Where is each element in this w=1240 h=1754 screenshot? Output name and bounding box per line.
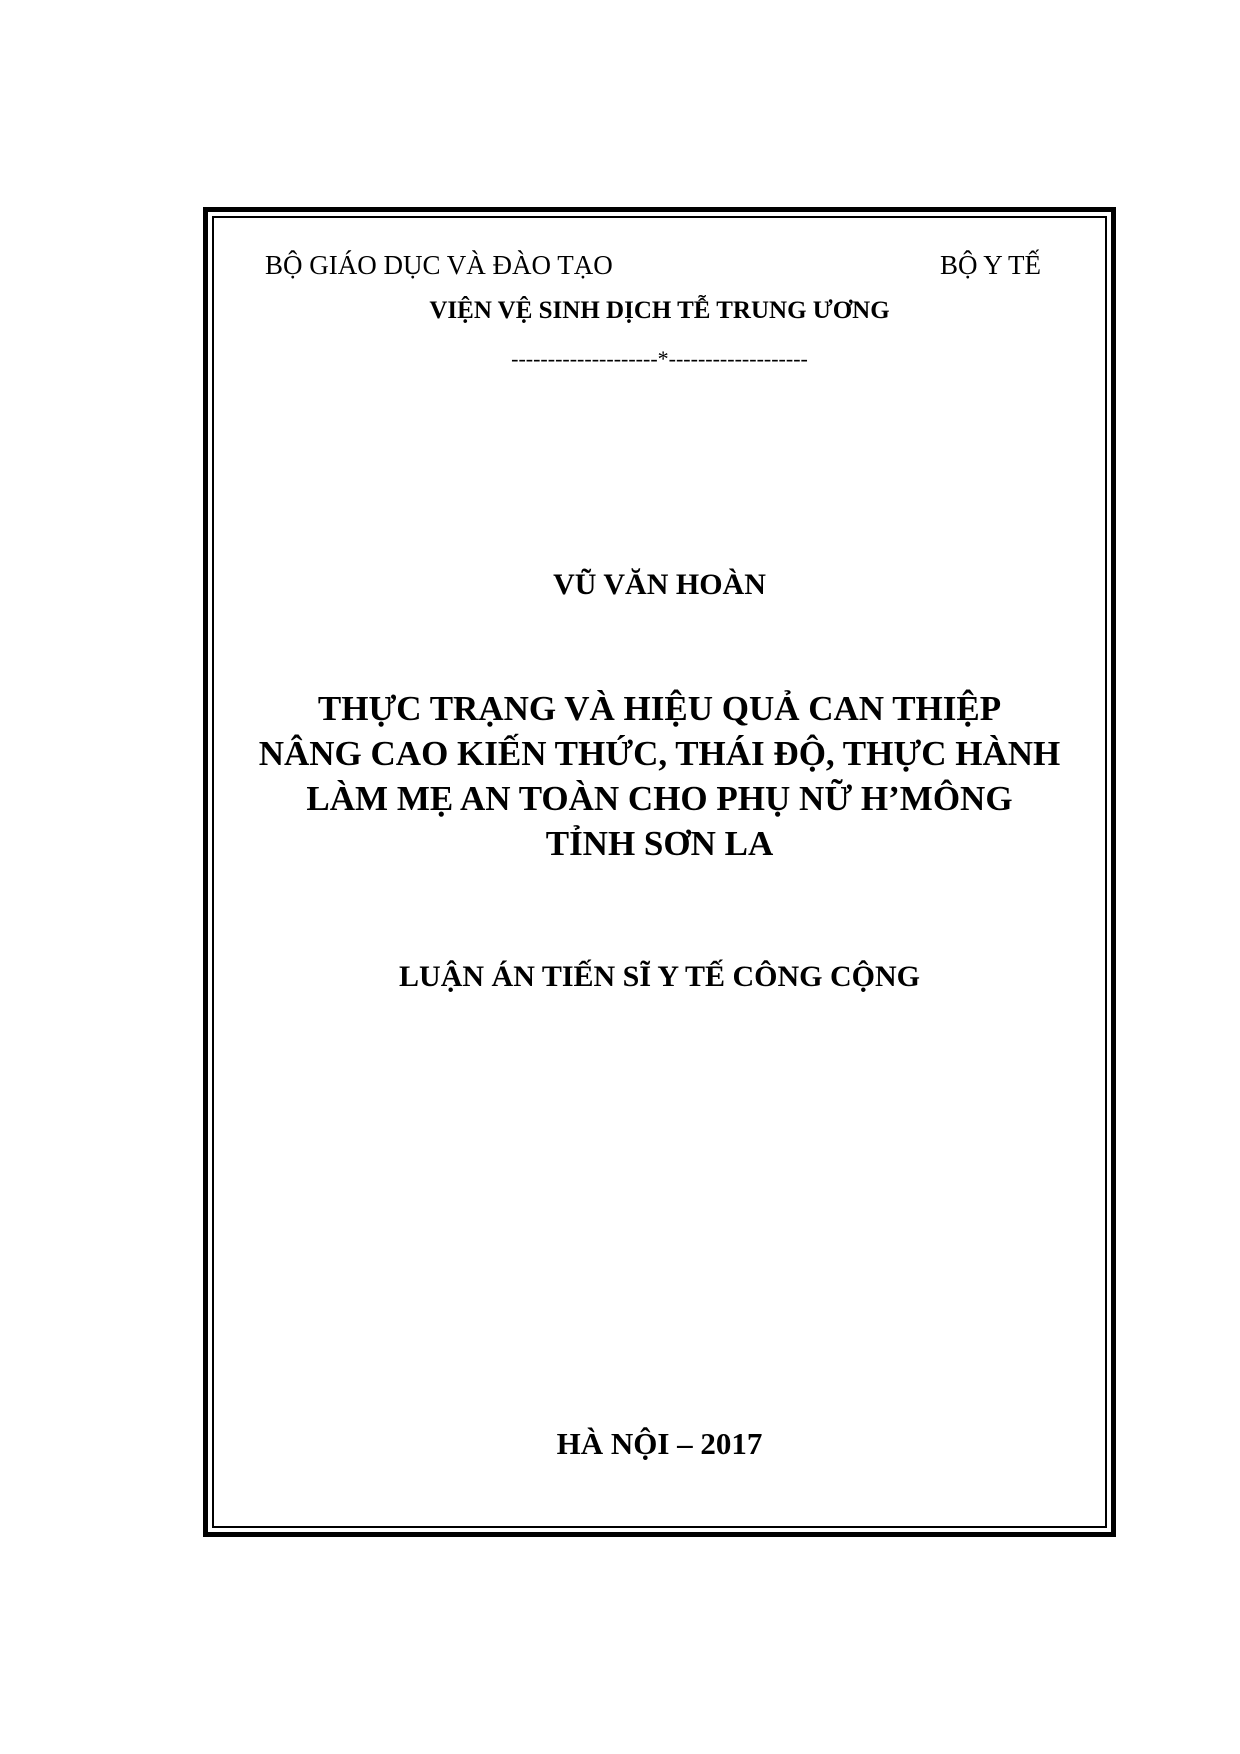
degree-label: LUẬN ÁN TIẾN SĨ Y TẾ CÔNG CỘNG (399, 960, 920, 993)
title-line: LÀM MẸ AN TOÀN CHO PHỤ NỮ H’MÔNG (306, 779, 1013, 818)
ministry-health-label: BỘ Y TẾ (940, 250, 1041, 280)
inner-border-frame (212, 216, 1107, 1528)
title-line: NÂNG CAO KIẾN THỨC, THÁI ĐỘ, THỰC HÀNH (258, 734, 1061, 773)
title-line: TỈNH SƠN LA (545, 824, 774, 863)
ministry-education-label: BỘ GIÁO DỤC VÀ ĐÀO TẠO (265, 250, 613, 280)
author-name: VŨ VĂN HOÀN (553, 568, 766, 601)
title-line: THỰC TRẠNG VÀ HIỆU QUẢ CAN THIỆP (317, 689, 1002, 728)
thesis-title (212, 686, 1107, 866)
place-and-year: HÀ NỘI – 2017 (556, 1426, 763, 1461)
institute-name: VIỆN VỆ SINH DỊCH TỄ TRUNG ƯƠNG (429, 297, 890, 324)
header-divider: --------------------*------------------- (511, 346, 808, 371)
